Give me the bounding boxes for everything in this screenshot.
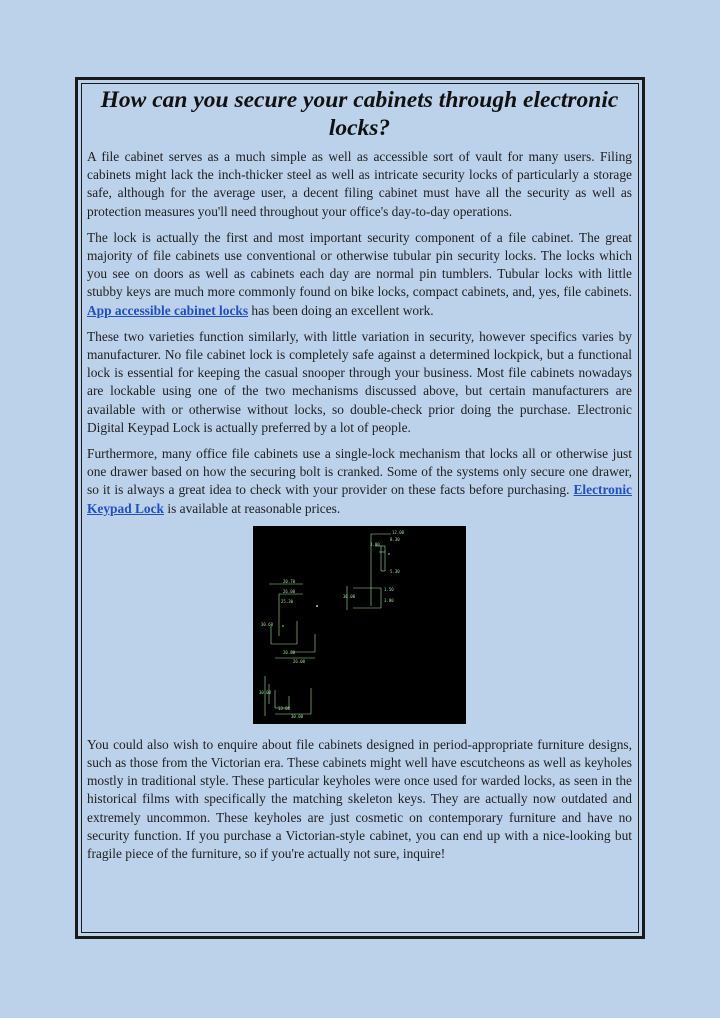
dimension-label: 3.00 xyxy=(384,597,394,603)
lock-technical-drawing xyxy=(253,526,466,724)
paragraph-2-text-b: has been doing an excellent work. xyxy=(248,302,434,318)
dimension-label: 30.00 xyxy=(343,593,356,599)
dimension-label: 12.00 xyxy=(392,529,405,535)
paragraph-5: You could also wish to enquire about file cabinets designed in period-appropriate furniture designs, such as those from the Victorian era. These cabinets might well have escutcheons as well as keyholes mostly in traditional style. These particular keyholes were once used for warded locks, as seen in the historical films with specifically the matching skeleton keys. They are actually now outdated and extremely uncommon. These keyholes are just cosmetic on contemporary furniture and have no security function. If you purchase a Victorian-style cabinet, you can end up with a nice-looking but fragile piece of the furniture, so if you're actually not sure, inquire! xyxy=(87,736,632,862)
paragraph-2-text-a: The lock is actually the first and most important security component of a file cabinet. The great majority of file cabinets use conventional or otherwise tubular pin security locks. The locks which you see on doors as well as cabinets each day are normal pin tumblers. Tubular locks with little stubby keys are much more commonly found on bike locks, compact cabinets, and, yes, file cabinets. xyxy=(87,229,632,300)
dimension-label: 20.70 xyxy=(283,578,296,584)
dimension-label: 5.30 xyxy=(390,568,400,574)
dimension-label: 30.00 xyxy=(259,689,272,695)
dimension-label: 30.00 xyxy=(291,713,304,719)
app-accessible-cabinet-locks-link[interactable]: App accessible cabinet locks xyxy=(87,302,249,318)
dimension-label: 13.00 xyxy=(278,705,291,711)
dimension-label: 26.00 xyxy=(293,658,306,664)
dimension-label: 3.00 xyxy=(370,541,380,547)
paragraph-4-text-a: Furthermore, many office file cabinets use a single-lock mechanism that locks all or otherwise just one drawer based on how the securing bolt is cranked. Some of the systems only secure one drawer, so it is always a great idea to check with your provider on these facts before purchasing. xyxy=(87,446,632,498)
dimension-label: 30.60 xyxy=(261,621,274,627)
paragraph-1: A file cabinet serves as a much simple as well as accessible sort of vault for many users. Filing cabinets might lack the inch-thicker steel as well as intricate security locks of particularly a storage safe, although for the average user, a decent filing cabinet must have all the security as well as protection measures you'll need throughout your office's day-to-day operations. xyxy=(87,149,632,219)
paragraph-4-text-b: is available at reasonable prices. xyxy=(164,500,341,516)
paragraph-4 xyxy=(87,445,632,518)
article-title: How can you secure your cabinets through electronic locks? xyxy=(100,87,619,141)
dimension-label: 1.50 xyxy=(384,586,394,592)
dimension-label: 26.00 xyxy=(283,588,296,594)
electronic-keypad-lock-link[interactable]: Electronic Keypad Lock xyxy=(87,482,632,516)
paragraph-3: These two varieties function similarly, with little variation in security, however specifics varies by manufacturer. No file cabinet lock is completely safe against a determined lockpick, but a functional lock is essential for keeping the casual snooper through your business. Most file cabinets nowadays are lockable using one of the two mechanisms discussed above, but certain manufacturers are available with or otherwise without locks, so double-check prior doing the purchase. Electronic Digital Keypad Lock is actually preferred by a lot of people. xyxy=(87,328,632,435)
paragraph-2 xyxy=(87,229,632,320)
dimension-label: 8.30 xyxy=(390,536,400,542)
dimension-label: 25.30 xyxy=(281,598,294,604)
dimension-label: 20.80 xyxy=(283,649,296,655)
article xyxy=(87,86,632,871)
